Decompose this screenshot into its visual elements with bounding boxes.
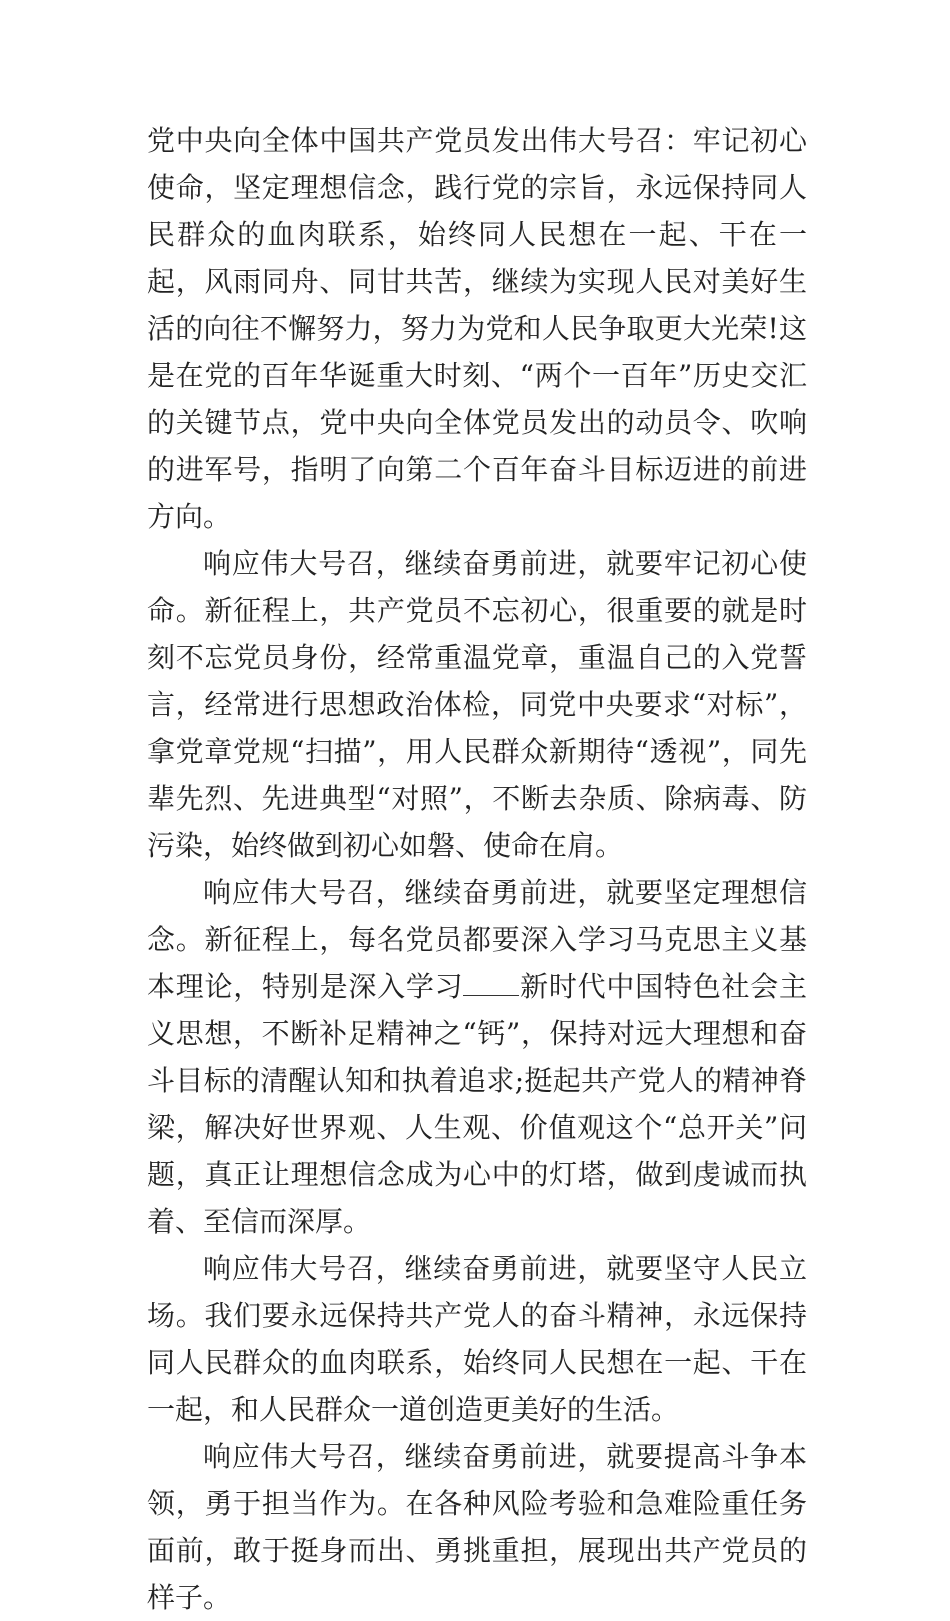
paragraph-ideals bbox=[147, 869, 807, 1245]
document-body bbox=[147, 117, 807, 1621]
paragraph-mission: 响应伟大号召，继续奋勇前进，就要牢记初心使命。新征程上，共产党员不忘初心，很重要的就是时刻不忘党员身份，经常重温党章，重温自己的入党誓言，经常进行思想政治体检，同党中央要求“对标”，拿党章党规“扫描”，用人民群众新期待“透视”，同先辈先烈、先进典型“对照”，不断去杂质、除病毒、防污染，始终做到初心如磐、使命在肩。 bbox=[147, 547, 807, 862]
paragraph-ideals-part-2: 新时代中国特色社会主义思想，不断补足精神之“钙”，保持对远大理想和奋斗目标的清醒认知和执着追求;挺起共产党人的精神脊梁，解决好世界观、人生观、价值观这个“总开关”问题，真正让理想信念成为心中的灯塔，做到虔诚而执着、至信而深厚。 bbox=[147, 970, 807, 1238]
paragraph-struggle-skills: 响应伟大号召，继续奋勇前进，就要提高斗争本领，勇于担当作为。在各种风险考验和急难险重任务面前，敢于挺身而出、勇挑重担，展现出共产党员的样子。 bbox=[147, 1440, 807, 1614]
paragraph-call-to-action: 党中央向全体中国共产党员发出伟大号召：牢记初心使命，坚定理想信念，践行党的宗旨，永远保持同人民群众的血肉联系，始终同人民想在一起、干在一起，风雨同舟、同甘共苦，继续为实现人民对美好生活的向往不懈努力，努力为党和人民争取更大光荣!这是在党的百年华诞重大时刻、“两个一百年”历史交汇的关键节点，党中央向全体党员发出的动员令、吹响的进军号，指明了向第二个百年奋斗目标迈进的前进方向。 bbox=[147, 124, 807, 533]
fill-in-blank bbox=[463, 975, 519, 996]
paragraph-people-stance: 响应伟大号召，继续奋勇前进，就要坚守人民立场。我们要永远保持共产党人的奋斗精神，永远保持同人民群众的血肉联系，始终同人民想在一起、干在一起，和人民群众一道创造更美好的生活。 bbox=[147, 1252, 807, 1426]
paragraph-ideals-part-1: 响应伟大号召，继续奋勇前进，就要坚定理想信念。新征程上，每名党员都要深入学习马克思主义基本理论，特别是深入学习 bbox=[147, 876, 807, 1003]
